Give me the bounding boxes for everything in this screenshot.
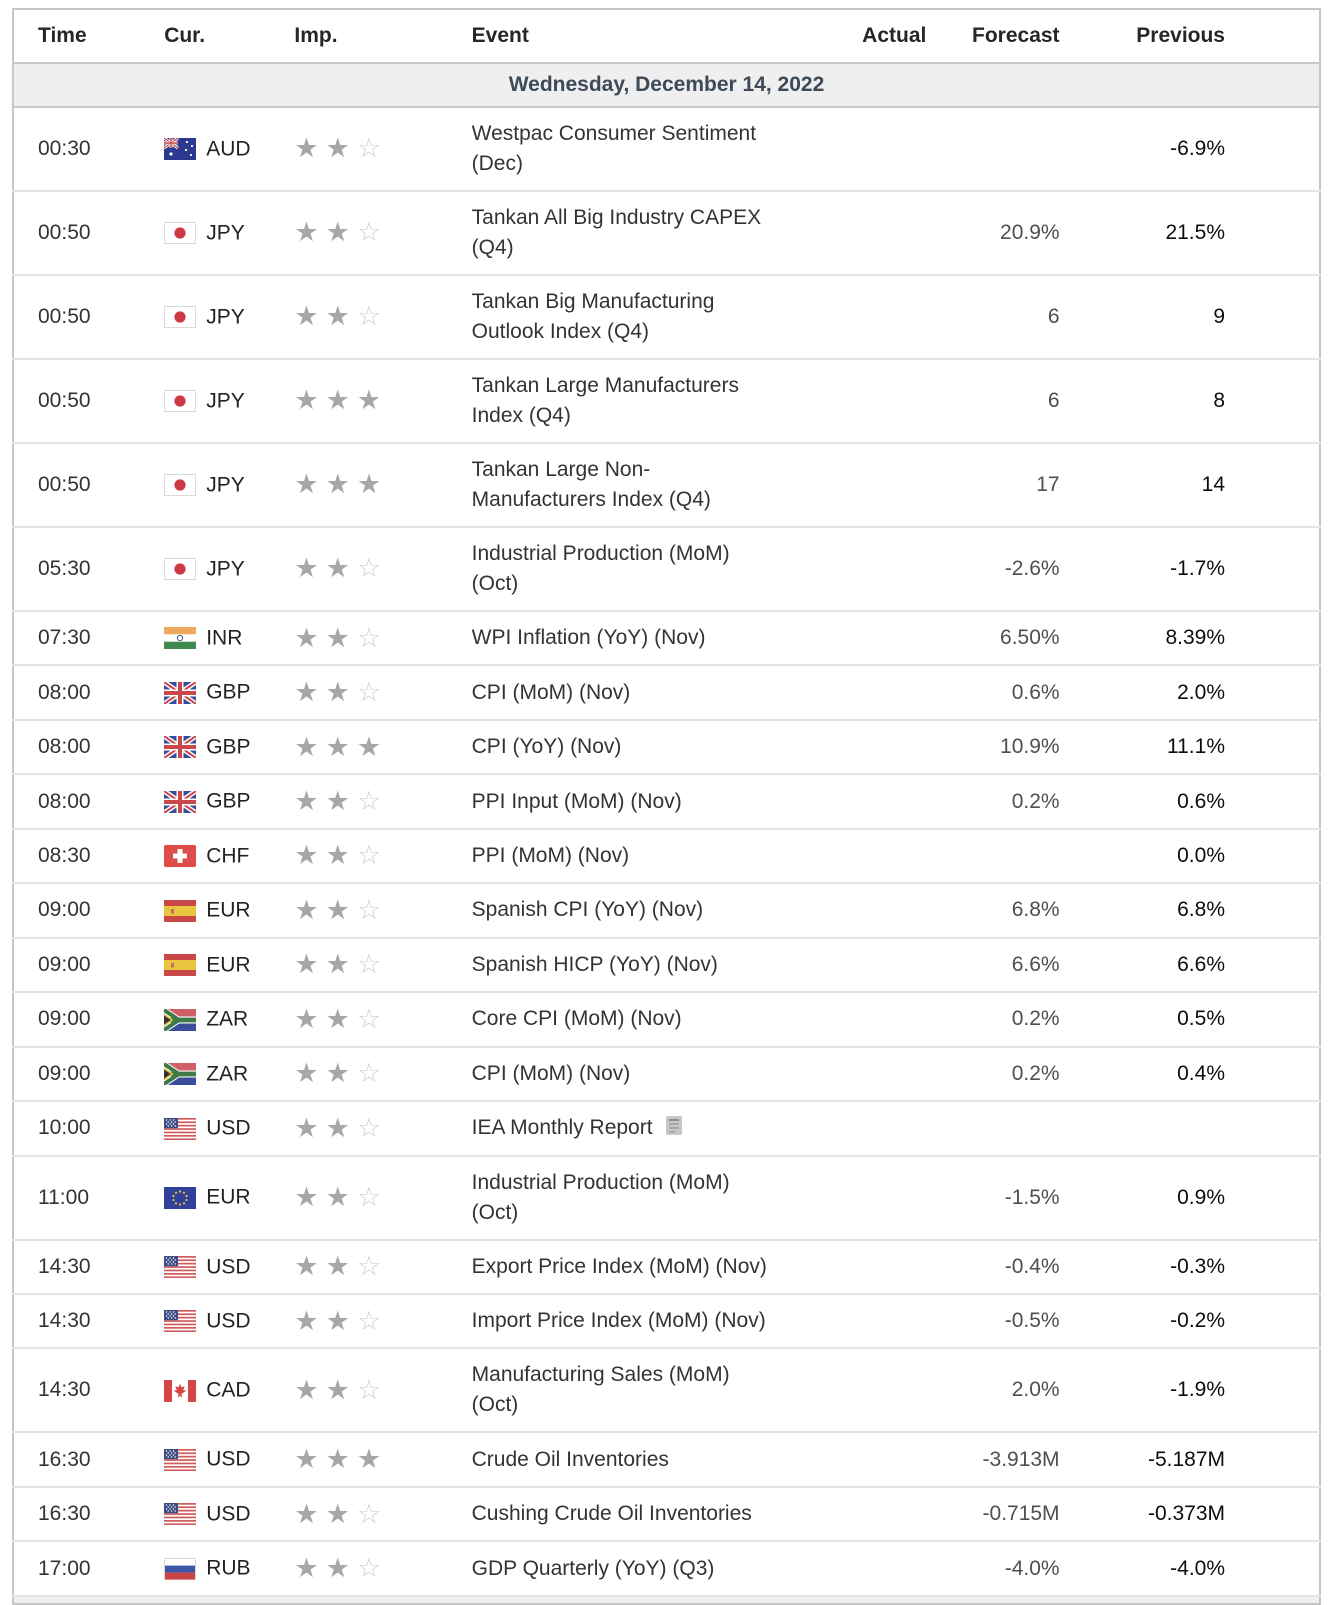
flag-united-states-icon — [164, 1256, 196, 1278]
event-link[interactable]: PPI (MoM) (Nov) — [471, 844, 630, 868]
event-time: 08:00 — [13, 720, 142, 774]
event-time: 00:50 — [13, 359, 142, 443]
star-filled-icon: ★ — [294, 1181, 319, 1213]
star-filled-icon: ★ — [325, 1553, 350, 1585]
event-actual — [831, 191, 926, 275]
event-currency: JPY — [142, 359, 272, 443]
flag-japan-icon — [164, 306, 196, 328]
star-filled-icon: ★ — [294, 1374, 319, 1406]
event-link[interactable]: Industrial Production (MoM) (Oct) — [471, 1170, 730, 1224]
event-link[interactable]: CPI (YoY) (Nov) — [471, 735, 622, 759]
event-currency: ZAR — [142, 992, 272, 1046]
event-forecast: -0.5% — [926, 1294, 1059, 1348]
event-actual — [831, 938, 926, 992]
star-empty-icon: ☆ — [356, 1553, 382, 1585]
event-previous: 8.39% — [1060, 611, 1320, 665]
star-filled-icon: ★ — [294, 301, 319, 333]
event-previous: 0.9% — [1060, 1156, 1320, 1240]
importance-stars — [272, 107, 449, 191]
event-previous: 6.8% — [1060, 883, 1320, 937]
event-currency: JPY — [142, 191, 272, 275]
event-previous: 8 — [1060, 359, 1320, 443]
event-actual — [831, 720, 926, 774]
flag-united-kingdom-icon — [164, 682, 196, 704]
event-forecast: 20.9% — [926, 191, 1059, 275]
flag-switzerland-icon — [164, 845, 196, 867]
event-row[interactable] — [13, 1487, 1320, 1541]
event-forecast — [926, 829, 1059, 883]
star-filled-icon: ★ — [294, 1058, 319, 1090]
importance-stars — [272, 1348, 449, 1432]
star-filled-icon: ★ — [294, 1553, 319, 1585]
event-time: 14:30 — [13, 1348, 142, 1432]
event-forecast: -4.0% — [926, 1541, 1059, 1595]
importance-stars — [272, 1101, 449, 1155]
star-empty-icon: ☆ — [356, 949, 382, 981]
event-currency: USD — [142, 1487, 272, 1541]
event-time: 00:50 — [13, 275, 142, 359]
star-filled-icon: ★ — [325, 553, 350, 585]
event-forecast: 6 — [926, 359, 1059, 443]
event-time: 00:30 — [13, 107, 142, 191]
report-icon[interactable] — [663, 1114, 687, 1138]
star-filled-icon: ★ — [325, 1444, 350, 1476]
event-link[interactable]: GDP Quarterly (YoY) (Q3) — [471, 1556, 715, 1580]
star-filled-icon: ★ — [294, 840, 319, 872]
importance-stars — [272, 665, 449, 719]
event-time: 08:30 — [13, 829, 142, 883]
importance-stars — [272, 527, 449, 611]
event-row[interactable] — [13, 1101, 1320, 1155]
event-forecast: 6.50% — [926, 611, 1059, 665]
event-actual — [831, 1294, 926, 1348]
event-previous: -0.3% — [1060, 1240, 1320, 1294]
event-link[interactable]: CPI (MoM) (Nov) — [471, 680, 631, 704]
importance-stars — [272, 1294, 449, 1348]
star-empty-icon: ☆ — [356, 553, 382, 585]
event-actual — [831, 443, 926, 527]
event-row[interactable] — [13, 191, 1320, 275]
event-link[interactable]: Westpac Consumer Sentiment (Dec) — [471, 122, 757, 175]
star-filled-icon: ★ — [325, 731, 350, 763]
event-row[interactable] — [13, 611, 1320, 665]
importance-stars — [272, 191, 449, 275]
flag-japan-icon — [164, 474, 196, 496]
event-currency: USD — [142, 1432, 272, 1486]
event-currency: ZAR — [142, 1047, 272, 1101]
event-time: 00:50 — [13, 191, 142, 275]
event-previous: -5.187M — [1060, 1432, 1320, 1486]
economic-calendar-table — [12, 8, 1321, 1605]
event-currency: USD — [142, 1240, 272, 1294]
event-currency: CHF — [142, 829, 272, 883]
event-link[interactable]: Spanish HICP (YoY) (Nov) — [471, 952, 718, 976]
event-forecast: 17 — [926, 443, 1059, 527]
importance-stars — [272, 720, 449, 774]
star-empty-icon: ☆ — [356, 894, 382, 926]
event-link[interactable]: Tankan All Big Industry CAPEX (Q4) — [471, 206, 762, 259]
star-empty-icon: ☆ — [356, 1305, 382, 1337]
event-actual — [831, 611, 926, 665]
event-actual — [831, 527, 926, 611]
col-header-importance: Imp. — [272, 9, 449, 63]
col-header-forecast: Forecast — [926, 9, 1059, 63]
event-currency: GBP — [142, 665, 272, 719]
event-time: 16:30 — [13, 1487, 142, 1541]
event-row[interactable] — [13, 1047, 1320, 1101]
star-filled-icon: ★ — [294, 1251, 319, 1283]
star-filled-icon: ★ — [294, 133, 319, 165]
star-empty-icon: ☆ — [356, 840, 382, 872]
star-filled-icon: ★ — [325, 1251, 350, 1283]
event-previous: -0.2% — [1060, 1294, 1320, 1348]
star-filled-icon: ★ — [325, 385, 350, 417]
date-header-label: Wednesday, December 14, 2022 — [13, 63, 1320, 107]
importance-stars — [272, 275, 449, 359]
star-empty-icon: ☆ — [356, 1058, 382, 1090]
event-currency: EUR — [142, 938, 272, 992]
event-link[interactable]: IEA Monthly Report — [471, 1116, 653, 1140]
event-row[interactable] — [13, 443, 1320, 527]
event-forecast: -0.715M — [926, 1487, 1059, 1541]
flag-united-states-icon — [164, 1449, 196, 1471]
star-empty-icon: ☆ — [356, 133, 382, 165]
star-filled-icon: ★ — [294, 1112, 319, 1144]
event-previous — [1060, 1101, 1320, 1155]
event-currency: EUR — [142, 883, 272, 937]
event-previous: -1.7% — [1060, 527, 1320, 611]
event-actual — [831, 275, 926, 359]
star-filled-icon: ★ — [294, 622, 319, 654]
event-currency: JPY — [142, 275, 272, 359]
star-filled-icon: ★ — [325, 1498, 350, 1530]
star-empty-icon: ☆ — [356, 1374, 382, 1406]
flag-south-africa-icon — [164, 1063, 196, 1085]
flag-australia-icon — [164, 138, 196, 160]
event-forecast: 6 — [926, 275, 1059, 359]
event-forecast: 0.2% — [926, 992, 1059, 1046]
star-empty-icon: ☆ — [356, 622, 382, 654]
event-currency: INR — [142, 611, 272, 665]
event-forecast — [926, 1101, 1059, 1155]
star-filled-icon: ★ — [294, 786, 319, 818]
event-forecast: -1.5% — [926, 1156, 1059, 1240]
star-filled-icon: ★ — [294, 1003, 319, 1035]
event-time: 08:00 — [13, 774, 142, 828]
event-currency: JPY — [142, 527, 272, 611]
event-actual — [831, 774, 926, 828]
event-link[interactable]: Import Price Index (MoM) (Nov) — [471, 1309, 766, 1333]
star-empty-icon: ☆ — [356, 1498, 382, 1530]
event-time: 00:50 — [13, 443, 142, 527]
star-filled-icon: ★ — [325, 677, 350, 709]
event-link[interactable]: Tankan Large Non-Manufacturers Index (Q4) — [471, 458, 711, 511]
star-filled-icon: ★ — [325, 1181, 350, 1213]
importance-stars — [272, 1487, 449, 1541]
star-filled-icon: ★ — [325, 949, 350, 981]
event-row[interactable] — [13, 359, 1320, 443]
importance-stars — [272, 611, 449, 665]
col-header-actual: Actual — [831, 9, 926, 63]
star-filled-icon: ★ — [325, 1003, 350, 1035]
flag-spain-icon — [164, 900, 196, 922]
star-filled-icon: ★ — [325, 622, 350, 654]
star-filled-icon: ★ — [294, 469, 319, 501]
event-link[interactable]: WPI Inflation (YoY) (Nov) — [471, 626, 706, 650]
event-currency: GBP — [142, 774, 272, 828]
flag-united-states-icon — [164, 1310, 196, 1332]
star-filled-icon: ★ — [294, 1498, 319, 1530]
event-previous: -0.373M — [1060, 1487, 1320, 1541]
event-actual — [831, 1432, 926, 1486]
star-filled-icon: ★ — [356, 469, 382, 501]
event-forecast: -3.913M — [926, 1432, 1059, 1486]
event-row[interactable] — [13, 107, 1320, 191]
event-forecast: -2.6% — [926, 527, 1059, 611]
event-previous: -1.9% — [1060, 1348, 1320, 1432]
flag-united-kingdom-icon — [164, 736, 196, 758]
importance-stars — [272, 774, 449, 828]
event-actual — [831, 883, 926, 937]
importance-stars — [272, 938, 449, 992]
event-currency: EUR — [142, 1156, 272, 1240]
event-previous: 0.4% — [1060, 1047, 1320, 1101]
event-previous: 0.6% — [1060, 774, 1320, 828]
event-actual — [831, 665, 926, 719]
event-actual — [831, 1156, 926, 1240]
event-link[interactable]: Crude Oil Inventories — [471, 1447, 669, 1471]
event-link[interactable]: Cushing Crude Oil Inventories — [471, 1502, 752, 1526]
event-link[interactable]: CPI (MoM) (Nov) — [471, 1061, 631, 1085]
flag-united-states-icon — [164, 1503, 196, 1525]
event-actual — [831, 829, 926, 883]
event-link[interactable]: Tankan Large Manufacturers Index (Q4) — [471, 374, 739, 427]
date-header-row — [13, 63, 1320, 107]
event-row[interactable] — [13, 1432, 1320, 1486]
event-actual — [831, 992, 926, 1046]
event-time: 09:00 — [13, 938, 142, 992]
importance-stars — [272, 992, 449, 1046]
star-empty-icon: ☆ — [356, 1003, 382, 1035]
event-time: 10:00 — [13, 1101, 142, 1155]
event-row[interactable] — [13, 1156, 1320, 1240]
event-actual — [831, 107, 926, 191]
star-filled-icon: ★ — [325, 786, 350, 818]
importance-stars — [272, 443, 449, 527]
event-time: 14:30 — [13, 1294, 142, 1348]
event-currency: USD — [142, 1101, 272, 1155]
col-header-time: Time — [13, 9, 142, 63]
event-actual — [831, 1240, 926, 1294]
event-currency: CAD — [142, 1348, 272, 1432]
flag-canada-icon — [164, 1380, 196, 1402]
star-filled-icon: ★ — [294, 385, 319, 417]
star-filled-icon: ★ — [325, 133, 350, 165]
event-forecast: 10.9% — [926, 720, 1059, 774]
event-time: 09:00 — [13, 992, 142, 1046]
event-currency: USD — [142, 1294, 272, 1348]
star-empty-icon: ☆ — [356, 1251, 382, 1283]
star-empty-icon: ☆ — [356, 1112, 382, 1144]
star-empty-icon: ☆ — [356, 301, 382, 333]
event-currency: GBP — [142, 720, 272, 774]
event-currency: JPY — [142, 443, 272, 527]
event-row[interactable] — [13, 1294, 1320, 1348]
importance-stars — [272, 829, 449, 883]
event-row[interactable] — [13, 1240, 1320, 1294]
event-row[interactable] — [13, 883, 1320, 937]
star-filled-icon: ★ — [294, 677, 319, 709]
event-row[interactable] — [13, 1541, 1320, 1595]
star-empty-icon: ☆ — [356, 217, 382, 249]
flag-japan-icon — [164, 390, 196, 412]
importance-stars — [272, 883, 449, 937]
event-row[interactable] — [13, 829, 1320, 883]
event-link[interactable]: Export Price Index (MoM) (Nov) — [471, 1254, 767, 1278]
event-row[interactable] — [13, 275, 1320, 359]
star-filled-icon: ★ — [294, 1305, 319, 1337]
event-forecast: 0.6% — [926, 665, 1059, 719]
event-currency: RUB — [142, 1541, 272, 1595]
importance-stars — [272, 1541, 449, 1595]
star-filled-icon: ★ — [325, 217, 350, 249]
star-empty-icon: ☆ — [356, 786, 382, 818]
star-filled-icon: ★ — [325, 469, 350, 501]
event-time: 05:30 — [13, 527, 142, 611]
event-forecast: 2.0% — [926, 1348, 1059, 1432]
flag-european-union-icon — [164, 1187, 196, 1209]
economic-calendar — [12, 8, 1321, 1605]
event-forecast: 6.6% — [926, 938, 1059, 992]
event-actual — [831, 1541, 926, 1595]
event-actual — [831, 1348, 926, 1432]
star-filled-icon: ★ — [294, 1444, 319, 1476]
star-filled-icon: ★ — [294, 731, 319, 763]
event-time: 11:00 — [13, 1156, 142, 1240]
event-row[interactable] — [13, 774, 1320, 828]
event-previous: 21.5% — [1060, 191, 1320, 275]
event-previous: 2.0% — [1060, 665, 1320, 719]
star-filled-icon: ★ — [325, 1058, 350, 1090]
event-actual — [831, 1487, 926, 1541]
event-previous: -4.0% — [1060, 1541, 1320, 1595]
event-time: 14:30 — [13, 1240, 142, 1294]
star-filled-icon: ★ — [325, 1305, 350, 1337]
event-actual — [831, 1047, 926, 1101]
star-filled-icon: ★ — [325, 1112, 350, 1144]
event-row[interactable] — [13, 527, 1320, 611]
event-time: 17:00 — [13, 1541, 142, 1595]
event-previous: 0.5% — [1060, 992, 1320, 1046]
next-date-row-partial — [13, 1596, 1320, 1604]
event-forecast: 0.2% — [926, 774, 1059, 828]
importance-stars — [272, 1156, 449, 1240]
flag-india-icon — [164, 627, 196, 649]
event-link[interactable]: Tankan Big Manufacturing Outlook Index (Q4) — [471, 290, 715, 343]
event-forecast: 6.8% — [926, 883, 1059, 937]
star-filled-icon: ★ — [356, 1444, 382, 1476]
flag-japan-icon — [164, 222, 196, 244]
col-header-previous: Previous — [1060, 9, 1320, 63]
event-previous: 9 — [1060, 275, 1320, 359]
importance-stars — [272, 359, 449, 443]
importance-stars — [272, 1047, 449, 1101]
flag-united-states-icon — [164, 1118, 196, 1140]
event-time: 09:00 — [13, 883, 142, 937]
event-previous: 6.6% — [1060, 938, 1320, 992]
event-time: 09:00 — [13, 1047, 142, 1101]
event-forecast — [926, 107, 1059, 191]
flag-japan-icon — [164, 558, 196, 580]
event-previous: 11.1% — [1060, 720, 1320, 774]
column-header-row — [13, 9, 1320, 63]
star-filled-icon: ★ — [325, 894, 350, 926]
event-previous: 0.0% — [1060, 829, 1320, 883]
event-row[interactable] — [13, 938, 1320, 992]
event-actual — [831, 359, 926, 443]
event-link[interactable]: PPI Input (MoM) (Nov) — [471, 789, 682, 813]
event-forecast: -0.4% — [926, 1240, 1059, 1294]
star-filled-icon: ★ — [325, 301, 350, 333]
event-row[interactable] — [13, 720, 1320, 774]
event-previous: 14 — [1060, 443, 1320, 527]
event-link[interactable]: Industrial Production (MoM) (Oct) — [471, 542, 730, 595]
event-previous: -6.9% — [1060, 107, 1320, 191]
event-forecast: 0.2% — [926, 1047, 1059, 1101]
star-filled-icon: ★ — [356, 731, 382, 763]
flag-spain-icon — [164, 954, 196, 976]
star-filled-icon: ★ — [294, 949, 319, 981]
star-filled-icon: ★ — [356, 385, 382, 417]
event-link[interactable]: Spanish CPI (YoY) (Nov) — [471, 898, 704, 922]
flag-russia-icon — [164, 1558, 196, 1580]
star-empty-icon: ☆ — [356, 1181, 382, 1213]
col-header-event: Event — [450, 9, 832, 63]
star-filled-icon: ★ — [294, 553, 319, 585]
star-filled-icon: ★ — [294, 894, 319, 926]
importance-stars — [272, 1240, 449, 1294]
importance-stars — [272, 1432, 449, 1486]
event-row[interactable] — [13, 1348, 1320, 1432]
event-time: 08:00 — [13, 665, 142, 719]
star-filled-icon: ★ — [325, 840, 350, 872]
event-currency: AUD — [142, 107, 272, 191]
event-row[interactable] — [13, 665, 1320, 719]
event-row[interactable] — [13, 992, 1320, 1046]
event-link[interactable]: Manufacturing Sales (MoM) (Oct) — [471, 1363, 730, 1417]
star-empty-icon: ☆ — [356, 677, 382, 709]
event-actual — [831, 1101, 926, 1155]
col-header-currency: Cur. — [142, 9, 272, 63]
event-time: 07:30 — [13, 611, 142, 665]
event-time: 16:30 — [13, 1432, 142, 1486]
event-link[interactable]: Core CPI (MoM) (Nov) — [471, 1007, 682, 1031]
flag-south-africa-icon — [164, 1009, 196, 1031]
star-filled-icon: ★ — [325, 1374, 350, 1406]
flag-united-kingdom-icon — [164, 791, 196, 813]
star-filled-icon: ★ — [294, 217, 319, 249]
